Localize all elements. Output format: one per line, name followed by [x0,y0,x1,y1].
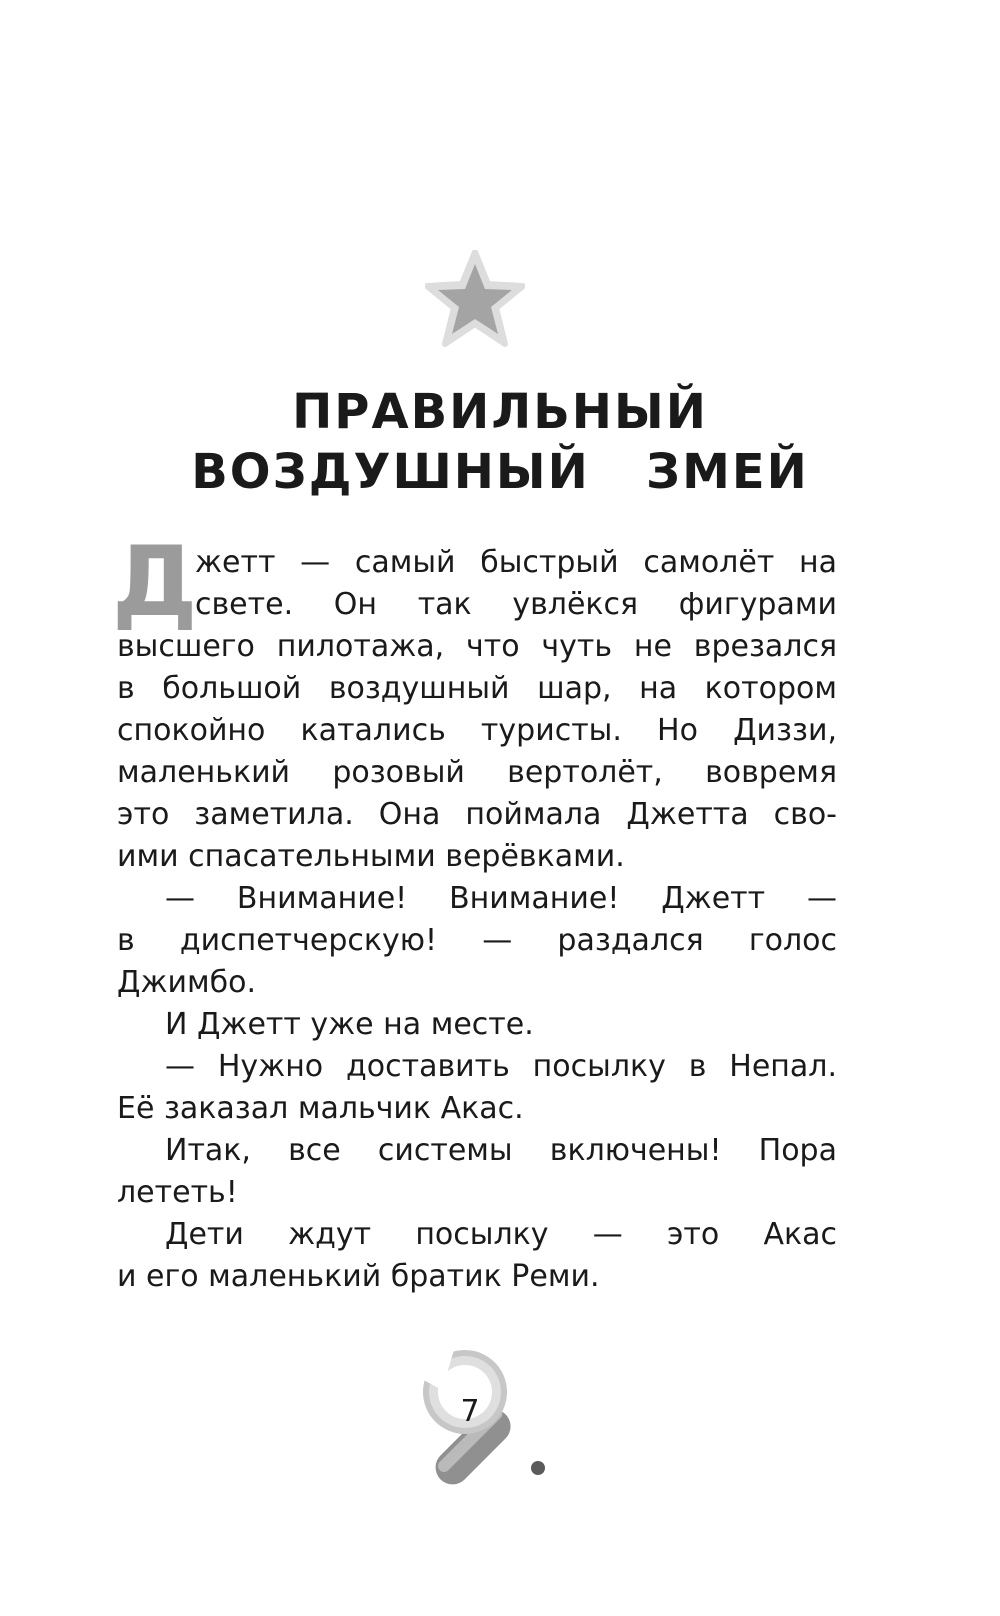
chapter-title-line-1: ПРАВИЛЬНЫЙ [292,384,708,440]
text-line: лететь! [117,1175,238,1210]
text-line: это заметила. Она поймала Джетта сво- [117,797,837,832]
text-line: Дети ждут посылку — это Акас [165,1217,837,1252]
text-line: в большой воздушный шар, на котором [117,671,837,706]
chapter-title-line-2: ВОЗДУШНЫЙ ЗМЕЙ [191,444,809,500]
text-line: и его маленький братик Реми. [117,1259,600,1294]
page-number: 7 [460,1394,480,1429]
text-line: Итак, все системы включены! Пора [165,1133,837,1168]
text-line: свете. Он так увлёкся фигурами [195,587,837,622]
text-line: — Нужно доставить посылку в Непал. [165,1049,837,1084]
text-line: ими спасательными верёвками. [117,839,625,874]
text-line: Её заказал мальчик Акас. [117,1091,524,1126]
star-icon [425,250,525,350]
text-line: маленький розовый вертолёт, вовремя [117,755,837,790]
text-line: Джимбо. [117,965,256,1000]
text-line: спокойно катались туристы. Но Диззи, [117,713,837,748]
text-line: — Внимание! Внимание! Джетт — [165,881,837,916]
chapter-title [0,382,1000,502]
chapter-text [117,542,837,1298]
text-line: в диспетчерскую! — раздался голос [117,923,837,958]
text-line: высшего пилотажа, что чуть не врезался [117,629,837,664]
drop-cap: Д [112,526,198,638]
text-line: жетт — самый быстрый самолёт на [195,545,837,580]
text-line: И Джетт уже на месте. [165,1007,534,1042]
